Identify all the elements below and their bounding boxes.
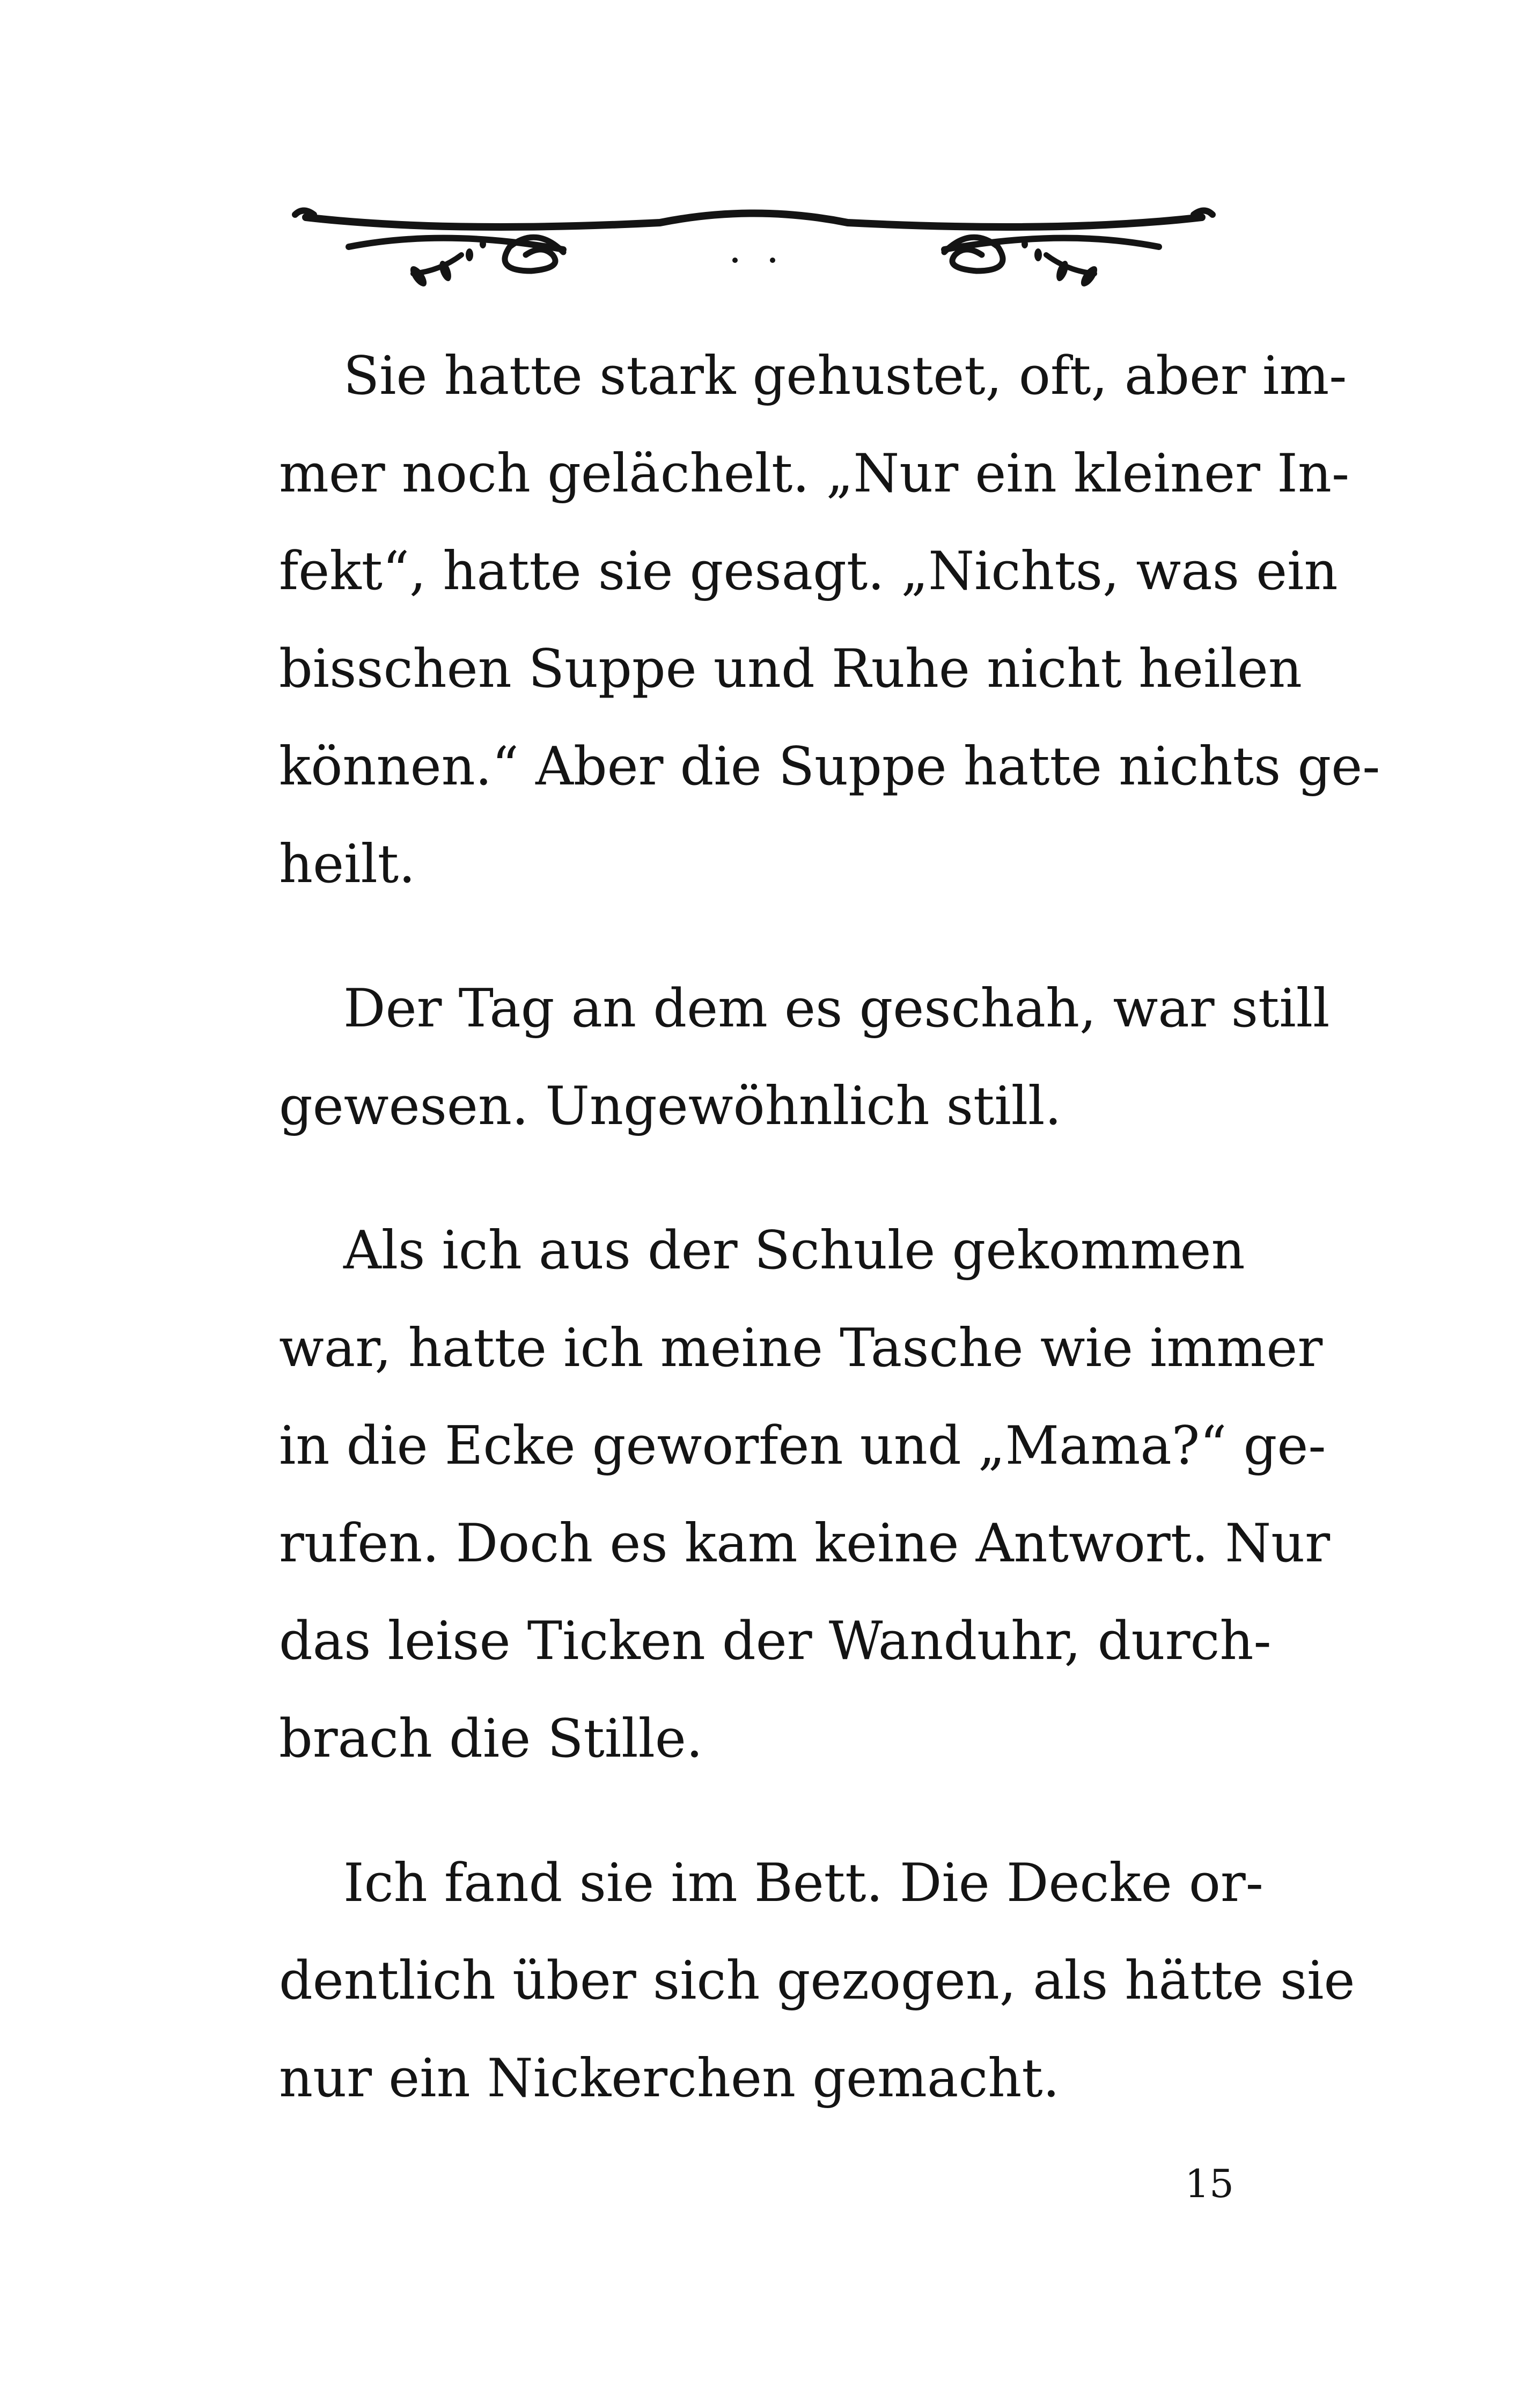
text-line: brach die Stille. — [279, 1708, 703, 1770]
text-line: Als ich aus der Schule gekommen — [343, 1220, 1245, 1281]
text-line: das leise Ticken der Wanduhr, durch- — [279, 1611, 1272, 1672]
text-line: gewesen. Ungewöhnlich still. — [279, 1076, 1062, 1137]
scroll-flourish-icon — [284, 196, 1223, 292]
text-line: bisschen Suppe und Ruhe nicht heilen — [279, 638, 1302, 700]
body-text — [279, 327, 1380, 2174]
text-line: Der Tag an dem es geschah, war still — [343, 978, 1330, 1039]
text-line: in die Ecke geworfen und „Mama?“ ge- — [279, 1415, 1326, 1477]
page-number: 15 — [1185, 2161, 1234, 2206]
text-line: Ich fand sie im Bett. Die Decke or- — [343, 1853, 1263, 1914]
paragraph — [279, 1202, 1331, 1788]
paragraph — [279, 1834, 1355, 2127]
text-line: war, hatte ich meine Tasche wie immer — [279, 1318, 1323, 1379]
text-line: können.“ Aber die Suppe hatte nichts ge- — [279, 736, 1380, 797]
text-line: nur ein Nickerchen gemacht. — [279, 2048, 1060, 2109]
text-line: mer noch gelächelt. „Nur ein kleiner In- — [279, 443, 1350, 504]
text-line: rufen. Doch es kam keine Antwort. Nur — [279, 1513, 1331, 1574]
text-line: Sie hatte stark gehustet, oft, aber im- — [343, 346, 1347, 407]
text-line: fekt“, hatte sie gesagt. „Nichts, was ein — [279, 541, 1338, 602]
text-line: dentlich über sich gezogen, als hätte sie — [279, 1950, 1355, 2011]
paragraph — [279, 327, 1380, 913]
text-line: heilt. — [279, 834, 416, 895]
paragraph — [279, 960, 1330, 1155]
